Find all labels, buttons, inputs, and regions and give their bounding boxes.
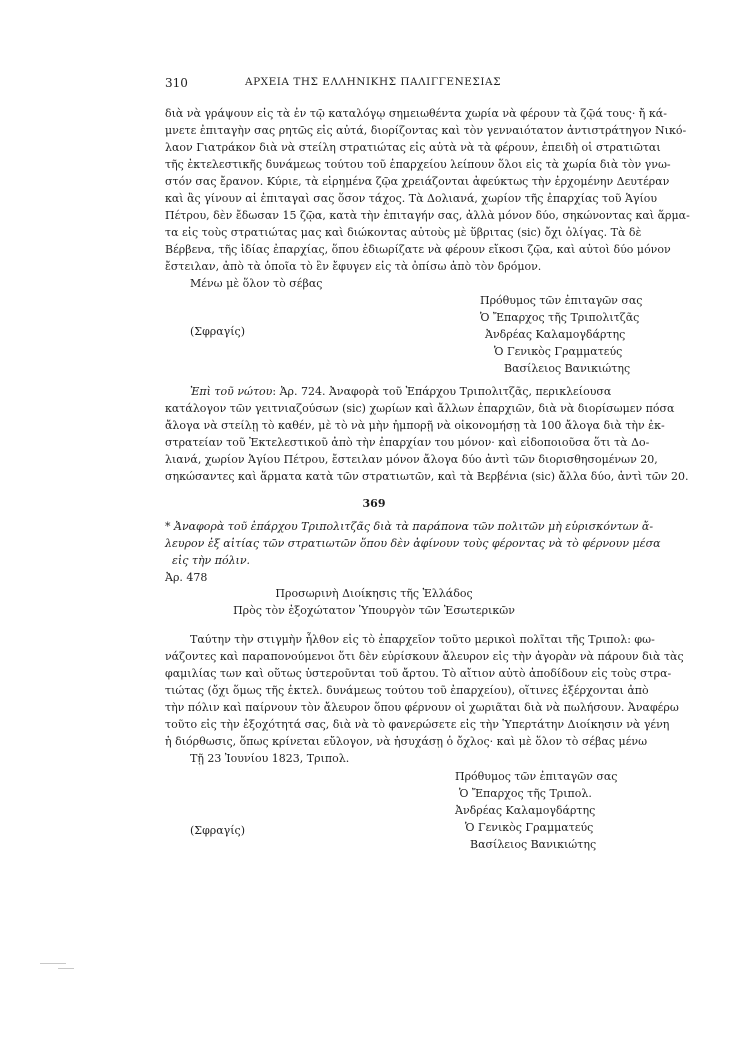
signature-line: Ἀνδρέας Καλαμογδάρτης	[485, 328, 626, 341]
signature-line: Ἀνδρέας Καλαμογδάρτης	[455, 804, 596, 817]
summary-line: λευρον ἐξ αἰτίας τῶν στρατιωτῶν ὅπου δὲν ἀφίνουν τοὺς φέροντας νὰ τὸ φέρνουν μέσα	[165, 537, 661, 550]
document-ref: Ἀρ. 478	[165, 571, 208, 584]
signature-line: Βασίλειος Βανικιώτης	[504, 362, 631, 375]
endorsement-line: κατάλογον τῶν γειτνιαζούσων (sic) χωρίων καὶ ἄλλων ἐπαρχιῶν, διὰ νὰ διορίσωμεν πόσα	[165, 402, 675, 415]
body-line: καὶ ἂς γίνουν αἱ ἐπιταγαὶ σας ὅσον τάχος. Τὰ Δολιανά, χωρίον τῆς ἐπαρχίας τοῦ Ἁγίου	[165, 192, 658, 205]
document-number: 369	[362, 497, 386, 510]
body-line: ἡ διόρθωσις, ὅπως κρίνεται εὔλογον, νὰ ἡσυχάσῃ ὁ ὄχλος· καὶ μὲ ὅλον τὸ σέβας μένω	[165, 735, 648, 748]
addressee-line: Πρὸς τὸν ἐξοχώτατον Ὑπουργὸν τῶν Ἐσωτερικῶν	[233, 604, 515, 617]
body-line: φαμιλίας των καὶ οὕτως ὑστεροῦνται τοῦ ἄρτου. Τὸ αἴτιον αὐτὸ ἀποδίδουν εἰς τοὺς στρα-	[165, 667, 672, 680]
body-line: νάζοντες καὶ παραπονούμενοι ὅτι δὲν εὑρίσκουν ἄλευρον εἰς τὴν ἀγορὰν νὰ πάρουν διὰ τὰς	[165, 650, 684, 663]
signature-line: Ὁ Ἔπαρχος τῆς Τριπολιτζᾶς	[480, 311, 640, 324]
body-line: τοῦτο εἰς τὴν ἐξοχότητά σας, διὰ νὰ τὸ φανερώσετε εἰς τὴν Ὑπερτάτην Διοίκησιν νὰ γένη	[165, 718, 670, 731]
body-line: διὰ νὰ γράψουν εἰς τὰ ἐν τῷ καταλόγῳ σημειωθέντα χωρία νὰ φέρουν τὰ ζῷά τους· ἤ κά-	[165, 107, 667, 120]
seal-label: (Σφραγίς)	[190, 325, 246, 338]
body-line: Βέρβενα, τῆς ἰδίας ἐπαρχίας, ὅπου ἐδιωρίζατε νὰ φέρουν εἴκοσι ζῷα, καὶ αὐτοὶ δύο μόνον	[165, 243, 671, 256]
body-line: Πέτρου, δὲν ἔδωσαν 15 ζῷα, κατὰ τὴν ἐπιταγήν σας, ἀλλὰ μόνον δύο, σηκώνοντας καὶ ἅρμα-	[165, 209, 690, 222]
body-line: μνετε ἐπιταγὴν σας ρητῶς εἰς αὐτά, διορίζοντας καὶ τὸν γενναιότατον ἀντιστράτηγον Νικό-	[165, 124, 687, 137]
body-line: τα εἰς τοὺς στρατιώτας μας καὶ διώκοντας αὐτοὺς μὲ ὕβριτας (sic) ὄχι ὀλίγας. Τὰ δὲ	[165, 226, 642, 239]
addressee-line: Προσωρινὴ Διοίκησις τῆς Ἑλλάδος	[275, 587, 473, 600]
body-line: τῆς ἐκτελεστικῆς δυνάμεως τούτου τοῦ ἐπαρχείου λείπουν ὅλοι εἰς τὰ χωρία διὰ τὸν γνω-	[165, 158, 671, 171]
body-line: Ταύτην τὴν στιγμὴν ἦλθον εἰς τὸ ἐπαρχεῖον τοῦτο μερικοὶ πολῖται τῆς Τριπολ: φω-	[190, 633, 655, 646]
seal-label: (Σφραγίς)	[190, 824, 246, 837]
date-line: Τῇ 23 Ἰουνίου 1823, Τριπολ.	[190, 752, 350, 765]
signature-line: Ὁ Ἔπαρχος τῆς Τριπολ.	[459, 787, 592, 800]
body-line: τιώτας (ὄχι ὅμως τῆς ἐκτελ. δυνάμεως τούτου τοῦ ἐπαρχείου), οἵτινες ἐξέρχονται ἀπὸ	[165, 684, 649, 697]
endorsement-line: λιανά, χωρίον Ἁγίου Πέτρου, ἔστειλαν μόνον ἄλογα δύο ἀντὶ τῶν διορισθησομένων 20,	[165, 453, 658, 466]
endorsement-line: σηκώσαντες καὶ ἅρματα κατὰ τῶν στρατιωτῶν, καὶ τὰ Βερβένια (sic) ἄλλα δύο, ἀντὶ τῶν 20.	[165, 470, 689, 483]
signature-line: Ὁ Γενικὸς Γραμματεύς	[465, 821, 594, 834]
signature-line: Πρόθυμος τῶν ἐπιταγῶν σας	[480, 294, 643, 307]
body-line: τὴν πόλιν καὶ παίρνουν τὸν ἄλευρον ὅπου φέρνουν οἱ χωριᾶται διὰ νὰ πωλήσουν. Ἀναφέρω	[165, 701, 679, 714]
signature-line: Ὁ Γενικὸς Γραμματεύς	[494, 345, 623, 358]
signature-line: Πρόθυμος τῶν ἐπιταγῶν σας	[455, 770, 618, 783]
endorsement-line	[190, 384, 612, 400]
scan-mark	[40, 963, 66, 964]
running-title: ΑΡΧΕΙΑ ΤΗΣ ΕΛΛΗΝΙΚΗΣ ΠΑΛΙΓΓΕΝΕΣΙΑΣ	[245, 76, 501, 88]
page-number: 310	[165, 76, 188, 90]
body-line: ἔστειλαν, ἀπὸ τὰ ὁποῖα τὸ ἓν ἔφυγεν εἰς τὰ ὀπίσω ἀπὸ τὸν δρόμον.	[165, 260, 542, 273]
signature-line: Βασίλειος Βανικιώτης	[470, 838, 597, 851]
endorsement-line: ἄλογα νὰ στείλῃ τὸ καθέν, μὲ τὸ νὰ μὴν ἠμπορῇ νὰ οἰκονομήσῃ τὰ 100 ἄλογα διὰ τὴν ἐκ-	[165, 419, 665, 432]
endorsement-first-line: : Ἀρ. 724. Ἀναφορὰ τοῦ Ἐπάρχου Τριπολιτζᾶς, περικλείουσα	[272, 385, 612, 398]
summary-line: * Ἀναφορὰ τοῦ ἐπάρχου Τριπολιτζᾶς διὰ τὰ παράπονα τῶν πολιτῶν μὴ εὑρισκόντων ἄ-	[165, 520, 654, 533]
scan-mark	[58, 968, 74, 969]
endorsement-line: στρατείαν τοῦ Ἐκτελεστικοῦ ἀπὸ τὴν ἐπαρχίαν του μόνον· καὶ εἰδοποιοῦσα ὅτι τὰ Δο-	[165, 436, 650, 449]
body-line: στόν σας ἔρανον. Κύριε, τὰ εἰρημένα ζῷα χρειάζονται ἀφεύκτως τὴν ἐρχομένην Δευτέραν	[165, 175, 670, 188]
summary-line: εἰς τὴν πόλιν.	[172, 554, 251, 567]
closing-line: Μένω μὲ ὅλον τὸ σέβας	[190, 277, 323, 290]
body-line: λαον Γιατράκον διὰ νὰ στείλη στρατιώτας εἰς αὐτὰ νὰ τὰ φέρουν, ἐπειδὴ οἱ στρατιῶται	[165, 141, 661, 154]
endorsement-lead: Ἐπὶ τοῦ νώτου	[190, 385, 273, 398]
